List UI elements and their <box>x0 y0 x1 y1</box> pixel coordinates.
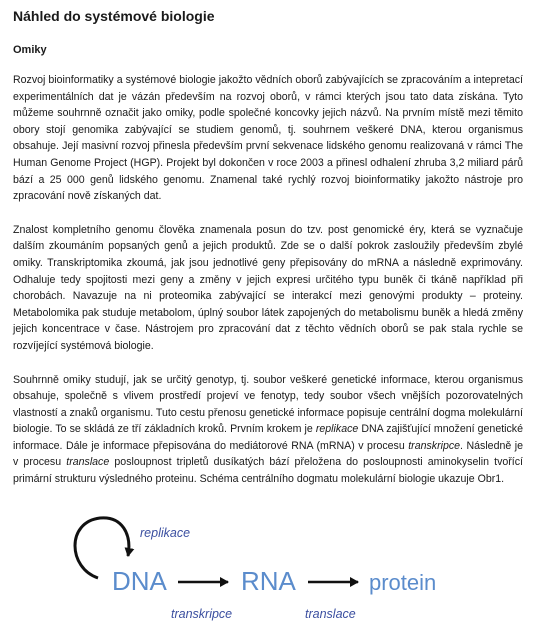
section-heading: Omiky <box>13 44 47 56</box>
central-dogma-svg <box>0 508 534 636</box>
central-dogma-diagram <box>0 508 534 636</box>
paragraph-3-text-3: . Následně je v procesu <box>13 439 523 469</box>
transcription-label: transkripce <box>171 607 233 621</box>
document <box>13 6 523 488</box>
dna-label: DNA <box>112 566 167 596</box>
rna-label: RNA <box>241 566 296 596</box>
term-replication: replikace <box>315 423 359 436</box>
paragraph-1: Rozvoj bioinformatiky a systémové biologie jakožto vědních oborů zabývajících se zpracováním a intepretací experimentálních dat je vázán především na rozvoj oborů, v rámci kterých jsou tato data získána. Tyto můžeme souhrnně označit jako omiky, podle společné koncovky jejich názvů. Na prvním místě mezi těmito obory stojí genomika zabývající se studiem genomů, tj. souhrnem veškeré DNA, kterou organismus obsahuje. Její masivní rozvoj přinesla především první sekvenace lidského genomu realizovaná v rámci The Human Genome Project (HGP). Projekt byl dokončen v roce 2003 a přinesl odhalení zhruba 3,2 miliard párů bází a 25 000 genů lidského genomu. Znamenal také rychlý rozvoj bioinformatiky jakožto nástroje pro zpracování nově získaných dat. <box>13 74 523 203</box>
replication-label: replikace <box>140 526 191 540</box>
paragraph-3-text-2: DNA zajišťující množení genetické informace. Dále je informace přepisována do mediátorové RNA (mRNA) v procesu <box>13 423 523 452</box>
paragraph-2: Znalost kompletního genomu člověka znamenala posun do tzv. post genomické éry, která se vyznačuje dalším zkoumáním popsaných genů a jejich produktů. Zde se o další pokrok zasloužily především zbylé omiky. Transkriptomika zkoumá, jak jsou jednotlivé geny přepisovány do mRNA a následně exprimovány. Odhaluje tedy spojitosti mezi geny a změny v jejich expresi určitého typu buněk či tkáně například při chorobách. Navazuje na ni proteomika zabývající se interakcí mezi genovými produkty – proteiny. Metabolomika pak studuje metabolom, úplný soubor látek zapojených do metabolismu buněk a hledá změny jejich koncentrace v čase. Nástrojem pro zpracování dat z těchto vědních oborů se pak stala rychle se rozvíjející systémová biologie. <box>13 223 523 352</box>
term-transcription: transkripce <box>408 439 461 452</box>
paragraph-3 <box>13 372 523 488</box>
paragraph-3-text-4: posloupnost tripletů dusíkatých bází přeložena do posloupnosti aminokyselin tvořící primární strukturu výsledného proteinu. Schéma centrálního dogmatu molekulární biologie ukazuje Obr1. <box>13 456 523 486</box>
document-title: Náhled do systémové biologie <box>13 8 215 24</box>
translation-label: translace <box>305 607 356 621</box>
term-translation: translace <box>66 456 110 469</box>
paragraph-3-text-1: Souhrnně omiky studují, jak se určitý genotyp, tj. soubor veškeré genetické informace, kterou organismus obsahuje, společně s vlivem prostředí projeví ve fenotyp, tedy soubor všech vnějších pozorovatelných vlastností a znaků organismu. Tuto cestu přenosu genetické informace popisuje centrální dogma molekulární biologie. To se skládá ze tří základních kroků. Prvním krokem je <box>13 373 523 436</box>
protein-label: protein <box>369 570 437 595</box>
